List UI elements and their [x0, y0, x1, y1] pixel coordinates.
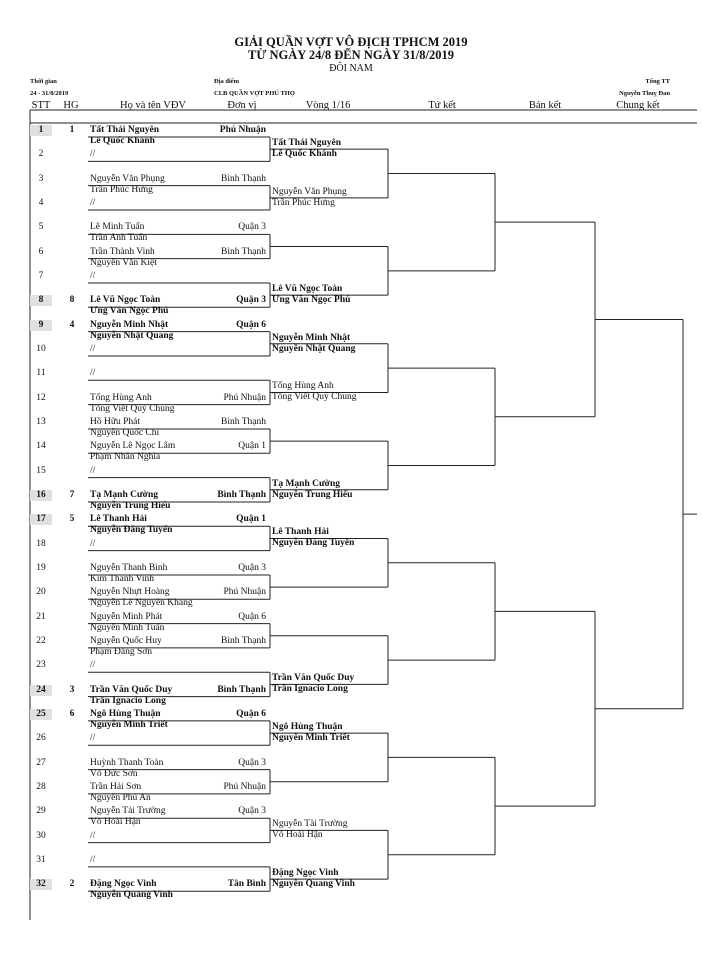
partner-name: Nguyễn Minh Triết	[90, 719, 168, 730]
round1-winner: Nguyễn Minh Nhật	[272, 332, 351, 343]
row-number: 29	[36, 806, 46, 817]
tournament-title: GIẢI QUẦN VỢT VÔ ĐỊCH TPHCM 2019	[234, 35, 468, 49]
row-number: 11	[36, 368, 46, 379]
player-name: Trần Hải Sơn	[90, 781, 142, 792]
round1-winner: Trần Văn Quốc Duy	[272, 673, 355, 684]
player-name: //	[90, 854, 96, 865]
round1-winner-partner: Võ Hoài Hận	[272, 830, 323, 841]
row-number: 9	[38, 319, 44, 330]
round1-winner: Tạ Mạnh Cường	[272, 478, 340, 489]
player-unit: Phú Nhuận	[223, 781, 266, 792]
seed-number: 3	[69, 684, 75, 695]
round1-winner-partner: Lê Quốc Khánh	[272, 149, 337, 160]
player-unit: Quận 6	[236, 708, 266, 719]
player-unit: Quận 6	[236, 319, 266, 330]
player-name: Trần Văn Quốc Duy	[90, 684, 173, 695]
player-name: Tống Hùng Anh	[90, 392, 152, 403]
event-category: ĐÔI NAM	[329, 63, 373, 74]
venue-value: CLB QUẦN VỢT PHÚ THỌ	[214, 90, 295, 97]
row-number: 2	[38, 149, 44, 160]
col-header-name: Họ và tên VĐV	[119, 100, 187, 111]
row-number: 19	[36, 562, 46, 573]
row-number: 26	[36, 733, 46, 744]
player-unit: Quận 3	[238, 222, 266, 233]
seed-number: 1	[69, 125, 75, 135]
player-name: Nguyễn Minh Nhật	[90, 319, 169, 330]
row-number: 16	[36, 489, 46, 500]
player-name: //	[90, 149, 96, 160]
player-unit: Phú Nhuận	[223, 587, 266, 598]
partner-name: Trần Ignacio Long	[90, 695, 166, 706]
round1-winner: Ngô Hùng Thuận	[272, 722, 343, 733]
col-header-hg: HG	[63, 100, 79, 111]
round1-winner: Tống Hùng Anh	[272, 381, 334, 392]
col-header-final: Chung kết	[616, 100, 660, 111]
row-number: 1	[38, 125, 44, 135]
round1-winner: Đặng Ngọc Vinh	[272, 868, 339, 879]
player-name: Lê Minh Tuấn	[90, 222, 145, 233]
player-unit: Quận 3	[238, 562, 266, 573]
row-number: 3	[38, 173, 44, 184]
seed-number: 5	[69, 514, 75, 525]
round1-winner-partner: Trần Ignacio Long	[272, 684, 348, 695]
player-name: Hồ Hữu Phát	[90, 416, 141, 427]
row-number: 27	[36, 757, 46, 768]
seed-number: 7	[69, 489, 75, 500]
round1-winner-partner: Trần Phúc Hưng	[272, 197, 335, 208]
player-name: //	[90, 270, 96, 281]
row-number: 23	[36, 660, 46, 671]
player-unit: Tân Bình	[227, 879, 266, 890]
venue-label: Địa điểm	[214, 78, 240, 85]
partner-name: Nguyễn Nhật Quang	[90, 330, 174, 341]
col-header-quarterfinal: Tứ kết	[428, 100, 456, 111]
player-unit: Phú Nhuận	[223, 392, 266, 403]
player-name: //	[90, 197, 96, 208]
row-number: 32	[36, 879, 46, 890]
partner-name: Trần Phúc Hưng	[90, 184, 153, 195]
partner-name: Nguyễn Minh Tuấn	[90, 622, 165, 633]
partner-name: Phạm Nhân Nghĩa	[90, 452, 161, 463]
player-unit: Quận 3	[236, 295, 266, 306]
round1-winner-partner: Nguyễn Quang Vinh	[272, 879, 355, 890]
player-name: //	[90, 830, 96, 841]
row-number: 25	[36, 708, 46, 719]
row-number: 28	[36, 781, 46, 792]
player-name: Lê Vũ Ngọc Toàn	[90, 295, 161, 306]
round1-winner: Lê Vũ Ngọc Toàn	[272, 284, 343, 295]
row-number: 4	[38, 197, 44, 208]
row-number: 31	[36, 854, 46, 865]
player-name: Nguyễn Minh Phát	[90, 611, 163, 622]
player-name: //	[90, 660, 96, 671]
round1-winner-partner: Nguyễn Minh Triết	[272, 733, 350, 744]
partner-name: Tống Viết Quý Chung	[90, 403, 175, 414]
player-unit: Quận 3	[238, 757, 266, 768]
referee-label: Tổng TT	[645, 78, 670, 85]
partner-name: Nguyễn Lê Nguyên Khang	[90, 598, 193, 609]
round1-winner: Nguyễn Tài Trường	[272, 819, 348, 830]
player-unit: Bình Thạnh	[217, 489, 266, 500]
partner-name: Võ Đức Sơn	[90, 768, 138, 779]
player-name: //	[90, 733, 96, 744]
player-unit: Quận 6	[238, 611, 266, 622]
player-name: Tất Thái Nguyên	[90, 125, 159, 135]
row-number: 13	[36, 416, 46, 427]
row-number: 20	[36, 587, 46, 598]
col-header-round1: Vòng 1/16	[305, 100, 351, 111]
player-name: Nguyễn Nhựt Hoàng	[90, 587, 170, 598]
partner-name: Nguyễn Quốc Chí	[90, 427, 160, 438]
player-unit: Bình Thạnh	[221, 173, 266, 184]
player-unit: Phú Nhuận	[219, 125, 266, 135]
row-number: 8	[38, 295, 44, 306]
player-name: Lê Thanh Hải	[90, 514, 147, 525]
player-name: //	[90, 368, 96, 379]
seed-number: 4	[69, 319, 75, 330]
player-unit: Bình Thạnh	[221, 635, 266, 646]
partner-name: Nguyễn Trung Hiếu	[90, 500, 171, 511]
partner-name: Kim Thanh Vinh	[90, 573, 154, 584]
partner-name: Võ Hoài Hận	[90, 817, 141, 828]
seed-number: 2	[69, 879, 75, 890]
row-number: 17	[36, 514, 46, 525]
time-value: 24 - 31/8/2019	[30, 90, 69, 97]
player-name: Trần Thành Vinh	[90, 246, 155, 257]
partner-name: Nguyễn Đăng Tuyển	[90, 525, 173, 536]
row-number: 6	[38, 246, 44, 257]
round1-winner-partner: Nguyễn Nhật Quang	[272, 343, 356, 354]
seed-number: 6	[69, 708, 75, 719]
player-unit: Bình Thạnh	[221, 416, 266, 427]
partner-name: Ưng Văn Ngọc Phú	[90, 306, 169, 317]
player-name: Đặng Ngọc Vinh	[90, 879, 157, 890]
player-unit: Quận 1	[236, 514, 266, 525]
round1-winner: Lê Thanh Hải	[272, 527, 329, 538]
row-number: 30	[36, 830, 46, 841]
referee-value: Nguyễn Thuỵ Đan	[619, 90, 670, 97]
partner-name: Trần Anh Tuấn	[90, 233, 148, 244]
round1-winner: Nguyễn Văn Phụng	[272, 186, 347, 197]
player-name: Nguyễn Quốc Huy	[90, 635, 162, 646]
row-number: 21	[36, 611, 46, 622]
player-name: Nguyễn Tài Trường	[90, 806, 166, 817]
player-name: Ngô Hùng Thuận	[90, 708, 161, 719]
row-number: 12	[36, 392, 46, 403]
row-number: 22	[36, 635, 46, 646]
time-label: Thời gian	[30, 78, 57, 85]
player-name: //	[90, 538, 96, 549]
player-name: Nguyễn Lê Ngọc Lâm	[90, 441, 176, 452]
seed-number: 8	[69, 295, 75, 306]
round1-winner-partner: Nguyễn Trung Hiếu	[272, 489, 353, 500]
player-name: //	[90, 465, 96, 476]
player-unit: Quận 3	[238, 806, 266, 817]
round1-winner-partner: Tống Viết Quý Chung	[272, 392, 357, 403]
row-number: 7	[38, 270, 44, 281]
player-unit: Quận 1	[238, 441, 266, 452]
partner-name: Nguyễn Văn Kiệt	[90, 257, 157, 268]
player-name: Nguyễn Văn Phụng	[90, 173, 165, 184]
player-name: Tạ Mạnh Cường	[90, 489, 158, 500]
player-name: Huỳnh Thanh Toàn	[90, 757, 164, 768]
partner-name: Nguyễn Phú An	[90, 792, 151, 803]
partner-name: Lê Quốc Khánh	[90, 136, 155, 146]
round1-winner-partner: Nguyễn Đăng Tuyển	[272, 538, 355, 549]
col-header-stt: STT	[31, 100, 51, 111]
round1-winner-partner: Ưng Văn Ngọc Phú	[272, 295, 351, 306]
col-header-unit: Đơn vị	[227, 100, 257, 111]
round1-winner: Tất Thái Nguyên	[272, 138, 341, 149]
player-unit: Bình Thạnh	[217, 684, 266, 695]
row-number: 14	[36, 441, 46, 452]
tournament-dates: TỪ NGÀY 24/8 ĐẾN NGÀY 31/8/2019	[248, 48, 454, 62]
row-number: 15	[36, 465, 46, 476]
partner-name: Nguyễn Quang Vinh	[90, 890, 173, 901]
row-number: 18	[36, 538, 46, 549]
player-name: //	[90, 343, 96, 354]
col-header-semifinal: Bán kết	[528, 100, 562, 111]
row-number: 24	[36, 684, 46, 695]
player-unit: Bình Thạnh	[221, 246, 266, 257]
partner-name: Phạm Đăng Sơn	[90, 646, 153, 657]
player-name: Nguyễn Thanh Bình	[90, 562, 168, 573]
row-number: 5	[38, 222, 44, 233]
row-number: 10	[36, 343, 46, 354]
